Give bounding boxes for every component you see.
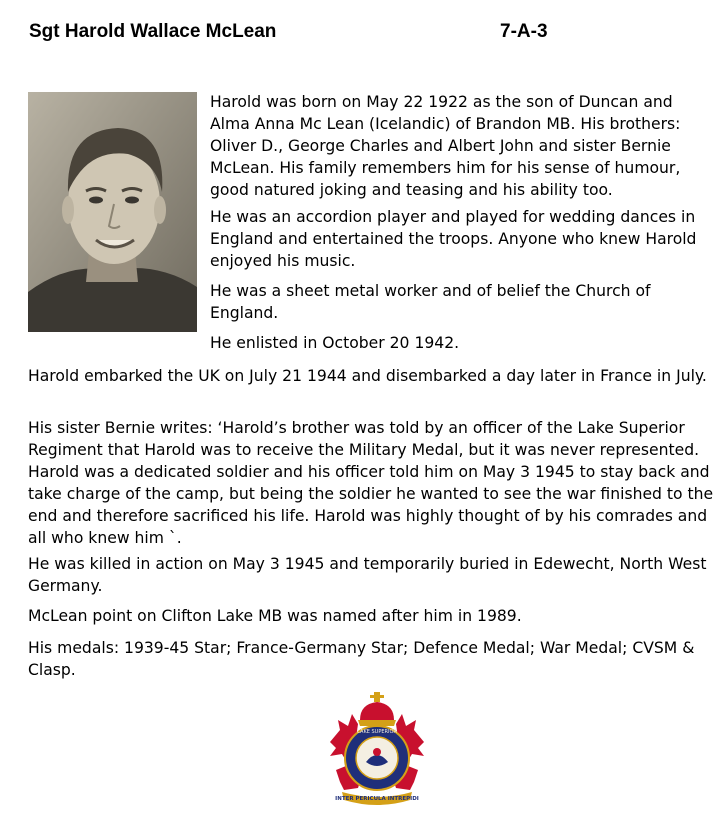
paragraph-medals: His medals: 1939-45 Star; France-Germany Star; Defence Medal; War Medal; CVSM & Clasp. [28,639,695,679]
paragraph-birth-family: Harold was born on May 22 1922 as the son of Duncan and Alma Anna Mc Lean (Icelandic) of Brandon MB. His brothers: Oliver D., George Charles and Albert John and sister Bernie McLean. His family remembers him for his sense of humour, good natured joking and teasing and his ability too. [210,93,681,199]
svg-text:LAKE SUPERIOR: LAKE SUPERIOR [357,729,397,735]
paragraph-accordion: He was an accordion player and played for wedding dances in England and entertained the troops. Anyone who knew Harold enjoyed his music. [210,208,697,270]
paragraph-occupation: He was a sheet metal worker and of belief the Church of England. [210,282,651,322]
soldier-name-heading: Sgt Harold Wallace McLean [29,21,277,42]
portrait-photo [28,92,197,332]
paragraph-enlisted: He enlisted in October 20 1942. [210,334,460,352]
paragraph-embarked: Harold embarked the UK on July 21 1944 and disembarked a day later in France in July. [28,367,707,385]
svg-text:INTER PERICULA INTREPIDI: INTER PERICULA INTREPIDI [335,796,419,802]
paragraph-sister-quote: His sister Bernie writes: ‘Harold’s brother was told by an officer of the Lake Superior Regiment that Harold was to receive the Military Medal, but it was never represented. Harold was a dedicated soldier and his officer told him on May 3 1945 to stay back and take charge of the camp, but being the soldier he wanted to see the war finished to the end and therefore sacrificed his life. Harold was highly thought of by his comrades and all who knew him `. [28,419,714,547]
paragraph-mclean-point: McLean point on Clifton Lake MB was named after him in 1989. [28,607,522,625]
grave-reference-code: 7-A-3 [500,21,548,42]
paragraph-killed-in-action: He was killed in action on May 3 1945 and temporarily buried in Edewecht, North West Germany. [28,555,707,595]
regiment-crest-icon [322,690,432,808]
